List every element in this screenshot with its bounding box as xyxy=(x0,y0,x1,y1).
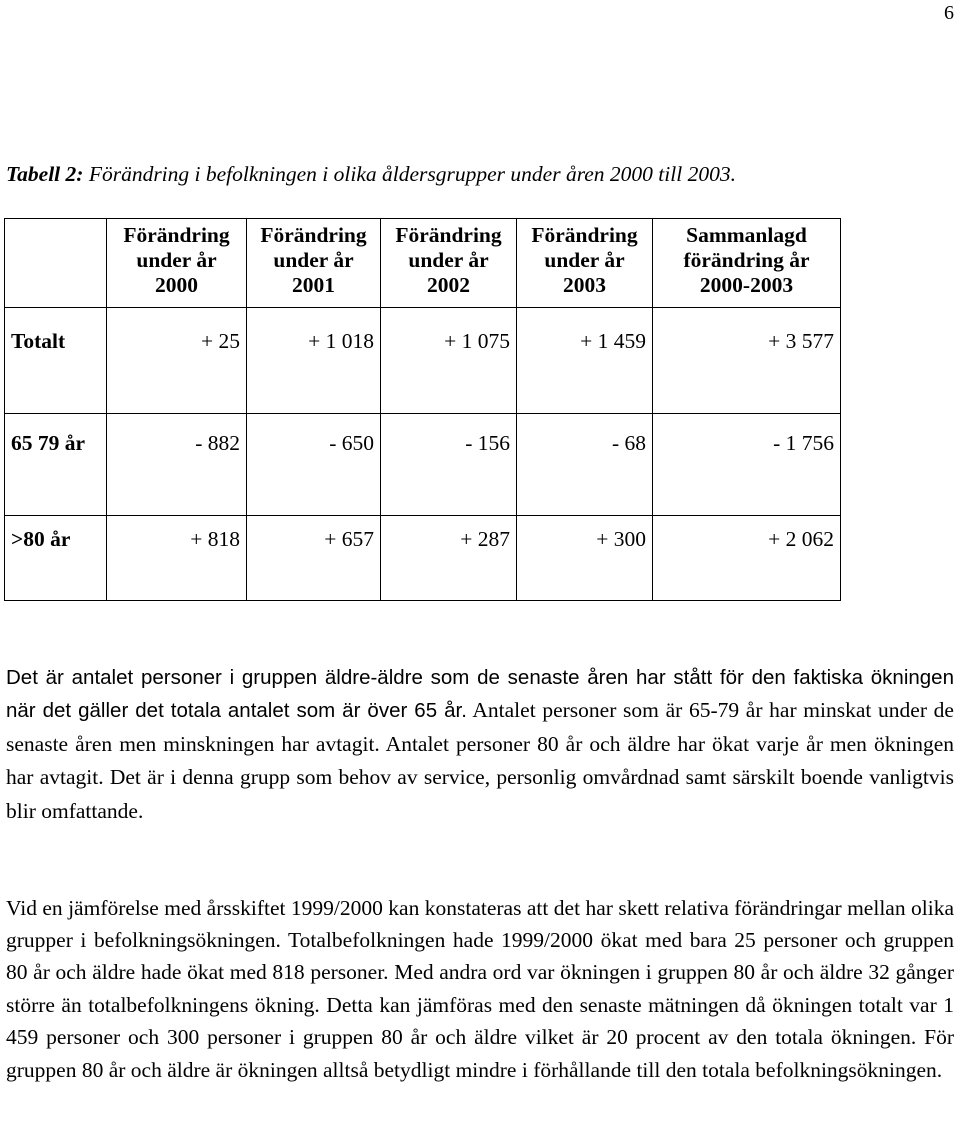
table-cell: - 156 xyxy=(381,414,517,516)
table-cell: - 1 756 xyxy=(653,414,841,516)
caption-label: Tabell 2: xyxy=(6,162,84,186)
page-number: 6 xyxy=(944,2,954,24)
table-cell: + 3 577 xyxy=(653,308,841,414)
table-cell: + 1 018 xyxy=(247,308,381,414)
table-header-row xyxy=(5,219,841,308)
header-cell: Förändring under år 2001 xyxy=(247,219,381,308)
table-cell: + 818 xyxy=(107,516,247,601)
row-label: Totalt xyxy=(5,308,107,414)
table-row xyxy=(5,516,841,601)
table-cell: - 68 xyxy=(517,414,653,516)
row-label: 65 79 år xyxy=(5,414,107,516)
header-empty-cell xyxy=(5,219,107,308)
header-cell: Förändring under år 2002 xyxy=(381,219,517,308)
table-cell: + 25 xyxy=(107,308,247,414)
paragraph-comparison: Vid en jämförelse med årsskiftet 1999/2000 kan konstateras att det har skett relativa förändringar mellan olika grupper i befolkningsökningen. Totalbefolkningen hade 1999/2000 ökat med bara 25 personer och gruppen 80 år och äldre hade ökat med 818 personer. Med andra ord var ökningen i gruppen 80 år och äldre 32 gånger större än totalbefolkningens ökning. Detta kan jämföras med den senaste mätningen då ökningen totalt var 1 459 personer och 300 personer i gruppen 80 år och äldre vilket är 20 procent av den totala ökningen. För gruppen 80 år och äldre är ökningen alltså betydligt mindre i förhållande till den totala befolkningsökningen. xyxy=(6,895,954,1082)
table-cell: + 300 xyxy=(517,516,653,601)
table-cell: + 287 xyxy=(381,516,517,601)
table-cell: - 882 xyxy=(107,414,247,516)
table-caption xyxy=(6,160,946,188)
table-cell: + 657 xyxy=(247,516,381,601)
paragraph-serif-part: Antalet personer som är 65-79 år har minskat under de senaste åren men minskningen har avtagit. Antalet personer 80 år och äldre har ökat varje år men ökningen har avtagit. Det är i denna grupp som behov av service, personlig omvårdnad samt särskilt boende vanligtvis blir omfattande. xyxy=(6,698,954,823)
header-cell: Sammanlagd förändring år 2000-2003 xyxy=(653,219,841,308)
table-row xyxy=(5,414,841,516)
row-label: >80 år xyxy=(5,516,107,601)
table-row xyxy=(5,308,841,414)
paragraph-sans-part: Det är antalet personer i gruppen äldre-äldre som de senaste åren har stått för den faktiska ökningen när det gäller det totala antalet som är över 65 år. xyxy=(6,665,954,722)
table-cell: + 1 075 xyxy=(381,308,517,414)
table-cell: + 2 062 xyxy=(653,516,841,601)
caption-text: Förändring i befolkningen i olika åldersgrupper under åren 2000 till 2003. xyxy=(83,162,736,186)
header-cell: Förändring under år 2000 xyxy=(107,219,247,308)
population-change-table xyxy=(4,218,841,601)
table-cell: - 650 xyxy=(247,414,381,516)
header-cell: Förändring under år 2003 xyxy=(517,219,653,308)
table-cell: + 1 459 xyxy=(517,308,653,414)
paragraph-elderly-growth xyxy=(6,662,954,829)
